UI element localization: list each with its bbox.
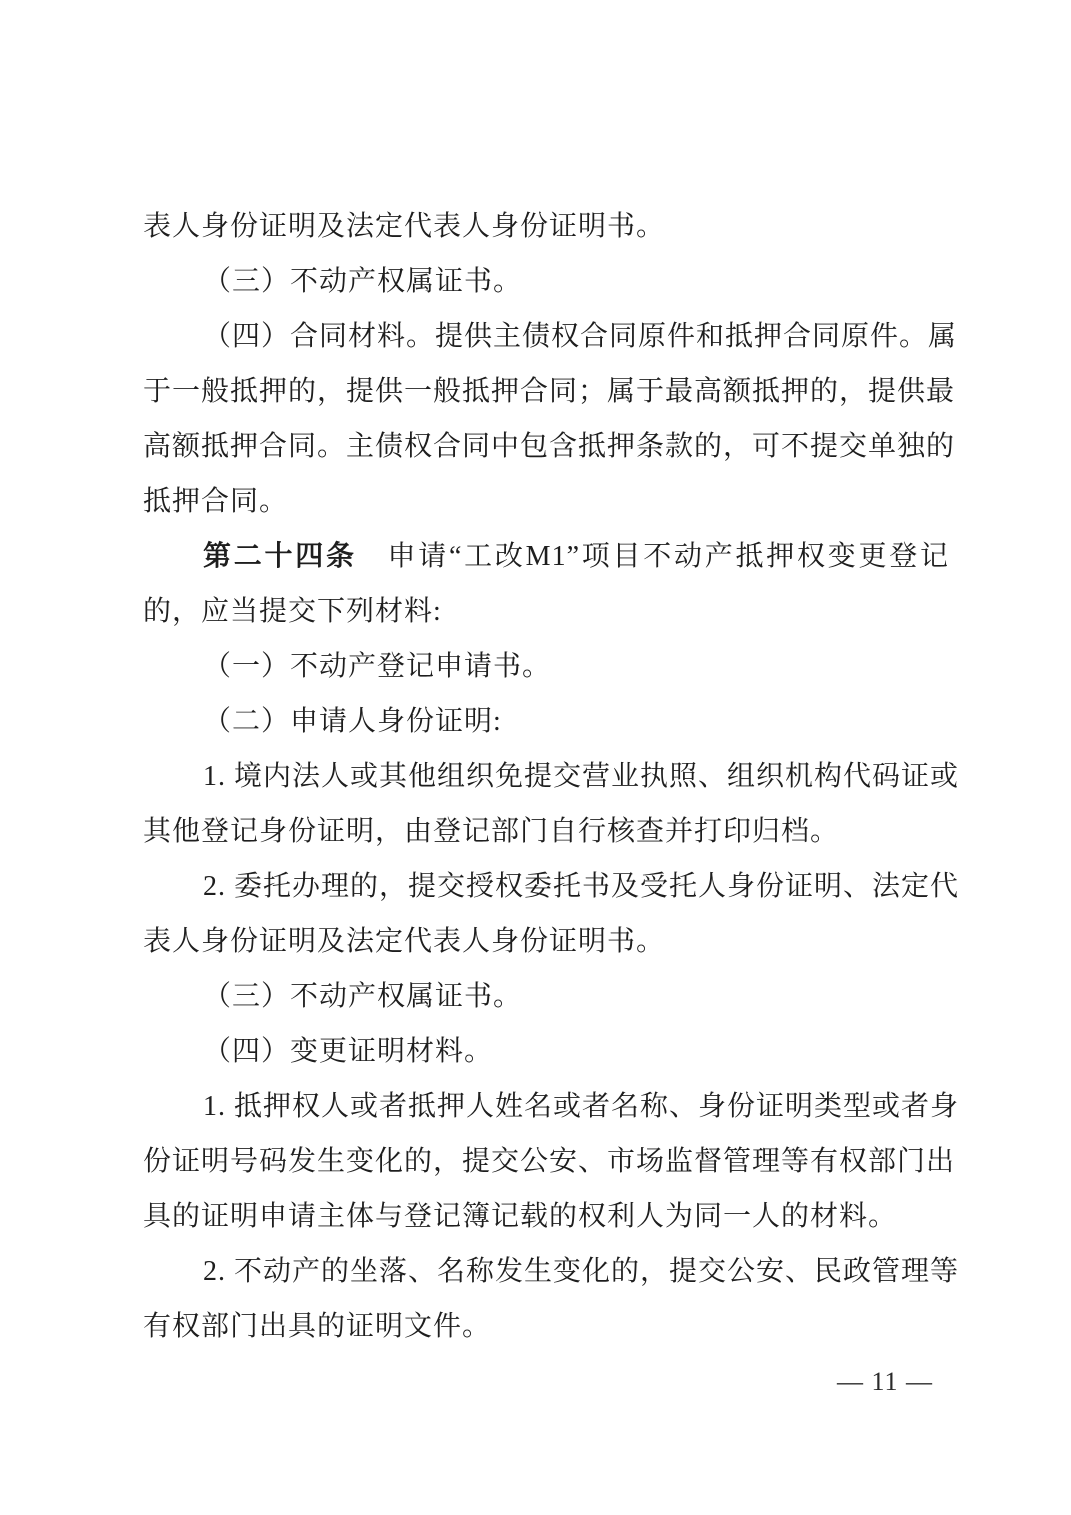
article-number: 第二十四条 <box>203 541 357 572</box>
text-line: （四）合同材料。提供主债权合同原件和抵押合同原件。属 <box>203 321 958 352</box>
article-heading-text: 申请“工改M1”项目不动产抵押权变更登记 <box>356 541 949 572</box>
text-line: 的，应当提交下列材料: <box>143 596 442 627</box>
text-line: 表人身份证明及法定代表人身份证明书。 <box>143 926 666 957</box>
text-line: 其他登记身份证明，由登记部门自行核查并打印归档。 <box>143 816 840 847</box>
text-line: （一）不动产登记申请书。 <box>203 651 552 682</box>
text-line: （三）不动产权属证书。 <box>203 266 523 297</box>
text-line: 1. 境内法人或其他组织免提交营业执照、组织机构代码证或 <box>203 761 960 792</box>
page-number: — 11 — <box>836 1367 933 1396</box>
text-line: 表人身份证明及法定代表人身份证明书。 <box>143 211 666 242</box>
document-body <box>143 199 960 1354</box>
text-line: （三）不动产权属证书。 <box>203 981 523 1012</box>
text-line: 1. 抵押权人或者抵押人姓名或者名称、身份证明类型或者身 <box>203 1091 960 1122</box>
text-line: 2. 委托办理的，提交授权委托书及受托人身份证明、法定代 <box>203 871 960 902</box>
text-line: 于一般抵押的，提供一般抵押合同；属于最高额抵押的，提供最 <box>143 376 956 407</box>
text-line: 2. 不动产的坐落、名称发生变化的，提交公安、民政管理等 <box>203 1256 960 1287</box>
text-line: （四）变更证明材料。 <box>203 1036 494 1067</box>
text-line: 份证明号码发生变化的，提交公安、市场监督管理等有权部门出 <box>143 1146 956 1177</box>
text-line: 高额抵押合同。主债权合同中包含抵押条款的，可不提交单独的 <box>143 431 956 462</box>
text-line: 抵押合同。 <box>143 486 289 517</box>
article-heading-line <box>143 529 949 584</box>
text-line: （二）申请人身份证明: <box>203 706 502 737</box>
text-line: 有权部门出具的证明文件。 <box>143 1311 492 1342</box>
text-line: 具的证明申请主体与登记簿记载的权利人为同一人的材料。 <box>143 1201 898 1232</box>
